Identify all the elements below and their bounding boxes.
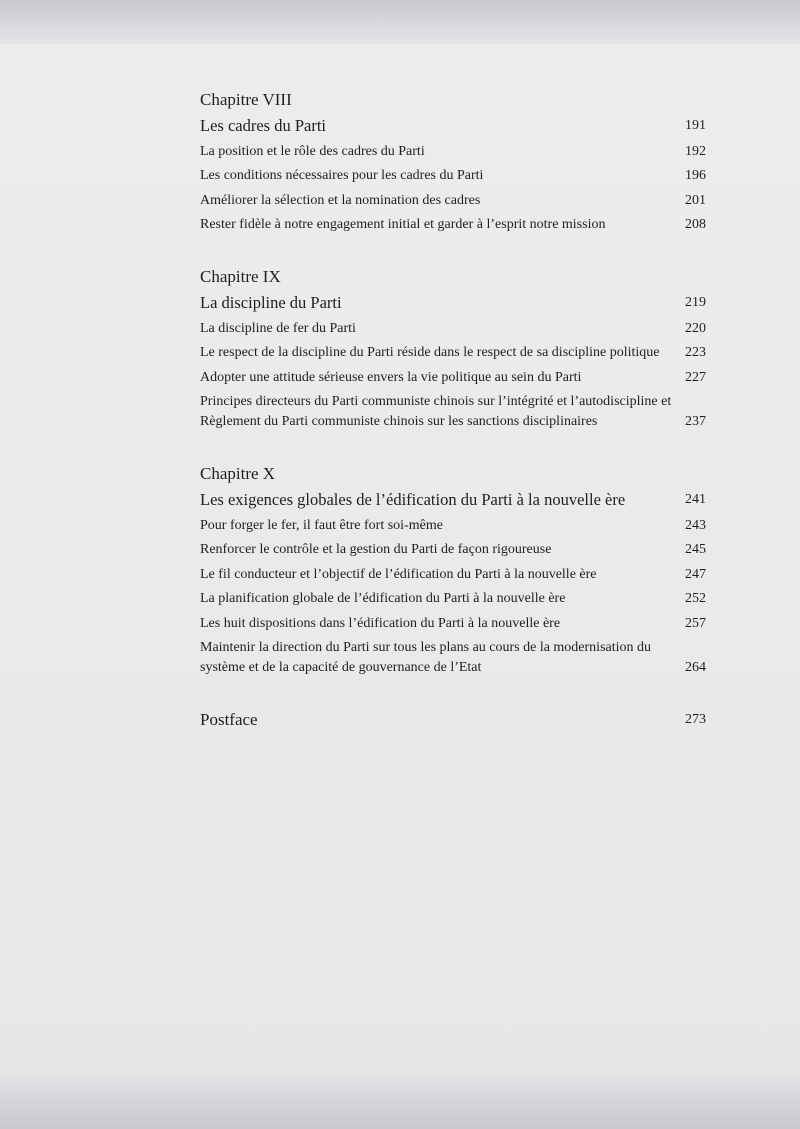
toc-entry (200, 319, 706, 339)
entry-title: Maintenir la direction du Parti sur tous les plans au cours de la modernisation du système et de la capacité de gouvernance de l’Etat (200, 640, 652, 675)
entry-title: Les exigences globales de l’édification du Parti à la nouvelle ère (200, 490, 626, 509)
toc-entry (200, 368, 706, 388)
toc-entry (200, 614, 706, 634)
entry-page: 245 (685, 542, 706, 557)
entry-title: Le fil conducteur et l’objectif de l’édification du Parti à la nouvelle ère (200, 566, 597, 582)
entry-page: 237 (685, 414, 706, 429)
entry-title: Renforcer le contrôle et la gestion du Parti de façon rigoureuse (200, 542, 552, 557)
toc-entry (200, 215, 706, 235)
entry-page: 208 (685, 217, 706, 232)
entry-page: 223 (685, 345, 706, 360)
entry-title: Améliorer la sélection et la nomination des cadres (200, 192, 481, 208)
entry-page: 219 (685, 295, 706, 310)
entry-page: 264 (685, 660, 706, 675)
toc-entry (200, 638, 706, 678)
toc-entry (200, 191, 706, 211)
scan-bottom-edge (0, 1075, 800, 1129)
entry-title: Adopter une attitude sérieuse envers la vie politique au sein du Parti (200, 369, 582, 385)
postface-title: Postface (200, 710, 258, 729)
entry-page: 243 (685, 517, 706, 533)
entry-title: Les cadres du Parti (200, 116, 326, 135)
toc-entry (200, 166, 706, 186)
entry-page: 196 (685, 168, 706, 183)
chapter-label: Chapitre X (200, 464, 276, 483)
table-of-contents (200, 88, 706, 732)
toc-postface (200, 708, 706, 732)
entry-page: 252 (685, 591, 706, 606)
entry-title: Les huit dispositions dans l’édification du Parti à la nouvelle ère (200, 615, 561, 631)
scan-top-edge (0, 0, 800, 44)
entry-page: 241 (685, 492, 706, 507)
toc-entry (200, 540, 706, 560)
toc-entry (200, 392, 706, 432)
entry-page: 247 (685, 566, 706, 582)
toc-entry (200, 589, 706, 609)
toc-entry (200, 516, 706, 536)
entry-title: Principes directeurs du Parti communiste chinois sur l’intégrité et l’autodiscipline et Règlement du Parti communiste chinois sur les sanctions disciplinaires (200, 394, 672, 429)
entry-title: Les conditions nécessaires pour les cadres du Parti (200, 168, 484, 183)
entry-page: 220 (685, 320, 706, 336)
entry-title: La planification globale de l’édification du Parti à la nouvelle ère (200, 591, 566, 606)
entry-title: La position et le rôle des cadres du Parti (200, 143, 425, 159)
toc-entry (200, 343, 706, 363)
entry-title: La discipline du Parti (200, 293, 342, 312)
entry-title: Pour forger le fer, il faut être fort soi-même (200, 517, 443, 533)
entry-page: 227 (685, 369, 706, 385)
chapter-label: Chapitre IX (200, 267, 281, 286)
chapter-9 (200, 265, 706, 432)
chapter-label: Chapitre VIII (200, 90, 292, 109)
postface-page: 273 (685, 712, 706, 727)
toc-entry-main (200, 489, 706, 511)
toc-entry (200, 142, 706, 162)
chapter-10 (200, 462, 706, 678)
toc-entry (200, 565, 706, 585)
toc-entry-main (200, 115, 706, 137)
entry-page: 201 (685, 192, 706, 208)
entry-title: Rester fidèle à notre engagement initial et garder à l’esprit notre mission (200, 217, 606, 232)
chapter-8 (200, 88, 706, 235)
entry-title: Le respect de la discipline du Parti réside dans le respect de sa discipline politique (200, 345, 660, 360)
toc-entry-main (200, 292, 706, 314)
entry-page: 192 (685, 143, 706, 159)
entry-page: 191 (685, 118, 706, 133)
entry-title: La discipline de fer du Parti (200, 320, 356, 336)
entry-page: 257 (685, 615, 706, 631)
